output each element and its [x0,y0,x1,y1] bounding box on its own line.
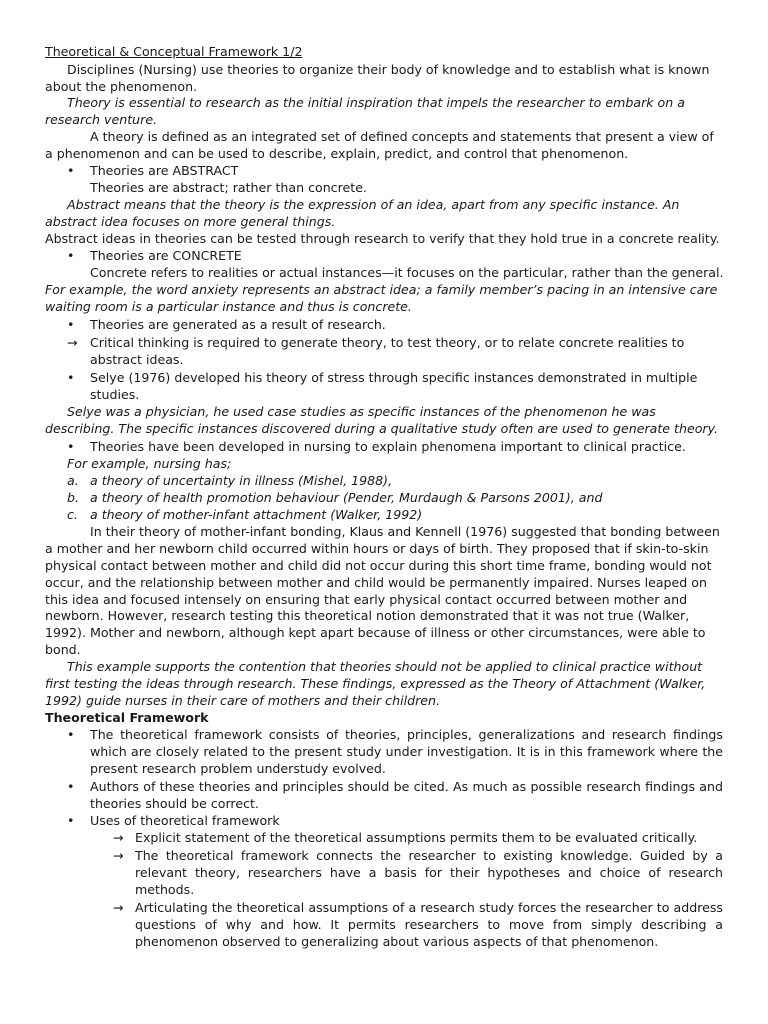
text-line: Theories are abstract; rather than concrete. [90,180,367,195]
arrow-icon: → [113,830,124,845]
text-line: In their theory of mother-infant bonding, Klaus and Kennell (1976) suggested that bonding between [90,524,720,539]
text-line: first testing the ideas through research. These findings, expressed as the Theory of Attachment (Walker, [45,676,706,691]
list-item: The theoretical framework consists of theories, principles, generalizations and research findings [90,727,723,742]
list-item: Uses of theoretical framework [90,813,280,828]
text-line: abstract idea focuses on more general things. [45,214,336,229]
arrow-icon: → [67,335,78,350]
arrow-icon: → [113,848,124,863]
text-line: 1992). Mother and newborn, although kept apart because of illness or other circumstances, were able to [45,625,706,640]
text-line: which are closely related to the present study under investigation. It is in this framework where the [90,744,723,759]
text-line: waiting room is a particular instance and thus is concrete. [45,299,412,314]
list-marker-c: c. [67,507,78,522]
bullet-icon: • [67,163,75,178]
arrow-icon: → [113,900,124,915]
list-item: The theoretical framework connects the researcher to existing knowledge. Guided by a [135,848,723,863]
text-line: For example, the word anxiety represents an abstract idea; a family member’s pacing in an intensive care [45,282,718,297]
text-line: relevant theory, researchers have a basis for their hypotheses and choice of research [135,865,723,880]
list-item: Explicit statement of the theoretical assumptions permits them to be evaluated critically. [135,830,698,845]
list-item: Theories are ABSTRACT [90,163,239,178]
text-line: occur, and the relationship between mother and child would be permanently impaired. Nurses leaped on [45,575,707,590]
list-item: Critical thinking is required to generate theory, to test theory, or to relate concrete realities to [90,335,685,350]
text-line: theories should be correct. [90,796,259,811]
bullet-icon: • [67,727,75,742]
bullet-icon: • [67,813,75,828]
text-line: about the phenomenon. [45,79,198,94]
text-line: A theory is defined as an integrated set of defined concepts and statements that present a view of [90,129,714,144]
text-line: Selye was a physician, he used case studies as specific instances of the phenomenon he was [67,404,656,419]
text-line: studies. [90,387,140,402]
page-title: Theoretical & Conceptual Framework 1/2 [45,44,303,59]
text-line: newborn. However, research testing this theoretical notion demonstrated that it was not true (Walker, [45,608,690,623]
text-line: methods. [135,882,195,897]
text-line: a mother and her newborn child occurred within hours or days of birth. They proposed that if skin-to-skin [45,541,709,556]
list-marker-b: b. [67,490,79,505]
bullet-icon: • [67,439,75,454]
list-item: a theory of uncertainty in illness (Mishel, 1988), [90,473,393,488]
bullet-icon: • [67,248,75,263]
bullet-icon: • [67,779,75,794]
text-line: Theory is essential to research as the initial inspiration that impels the researcher to embark on a [67,95,685,110]
bullet-icon: • [67,370,75,385]
list-item: Articulating the theoretical assumptions of a research study forces the researcher to address [135,900,723,915]
text-line: This example supports the contention that theories should not be applied to clinical practice without [67,659,703,674]
list-item: a theory of health promotion behaviour (Pender, Murdaugh & Parsons 2001), and [90,490,603,505]
text-line: a phenomenon and can be used to describe, explain, predict, and control that phenomenon. [45,146,629,161]
text-line: bond. [45,642,81,657]
text-line: present research problem understudy evolved. [90,761,386,776]
list-item: Theories have been developed in nursing to explain phenomena important to clinical practice. [90,439,686,454]
text-line: research venture. [45,112,158,127]
text-line: describing. The specific instances discovered during a qualitative study often are used to generate theory. [45,421,719,436]
section-heading: Theoretical Framework [45,710,209,725]
text-line: Concrete refers to realities or actual instances—it focuses on the particular, rather than the general. [90,265,724,280]
bullet-icon: • [67,317,75,332]
list-item: Authors of these theories and principles should be cited. As much as possible research findings and [90,779,723,794]
text-line: questions of why and how. It permits researchers to move from simply describing a [135,917,723,932]
text-line: physical contact between mother and child did not occur during this short time frame, bonding would not [45,558,712,573]
text-line: this idea and focused intensely on ensuring that early physical contact occurred between mother and [45,592,688,607]
text-line: Abstract ideas in theories can be tested through research to verify that they hold true in a concrete reality. [45,231,720,246]
list-item: Theories are CONCRETE [90,248,242,263]
list-item: a theory of mother-infant attachment (Walker, 1992) [90,507,423,522]
list-item: Theories are generated as a result of research. [90,317,386,332]
text-line: 1992) guide nurses in their care of mothers and their children. [45,693,440,708]
text-line: For example, nursing has; [67,456,232,471]
text-line: Abstract means that the theory is the expression of an idea, apart from any specific instance. An [67,197,680,212]
text-line: phenomenon observed to generalizing about various aspects of that phenomenon. [135,934,659,949]
list-marker-a: a. [67,473,79,488]
text-line: Disciplines (Nursing) use theories to organize their body of knowledge and to establish what is known [67,62,710,77]
text-line: abstract ideas. [90,352,184,367]
list-item: Selye (1976) developed his theory of stress through specific instances demonstrated in multiple [90,370,698,385]
